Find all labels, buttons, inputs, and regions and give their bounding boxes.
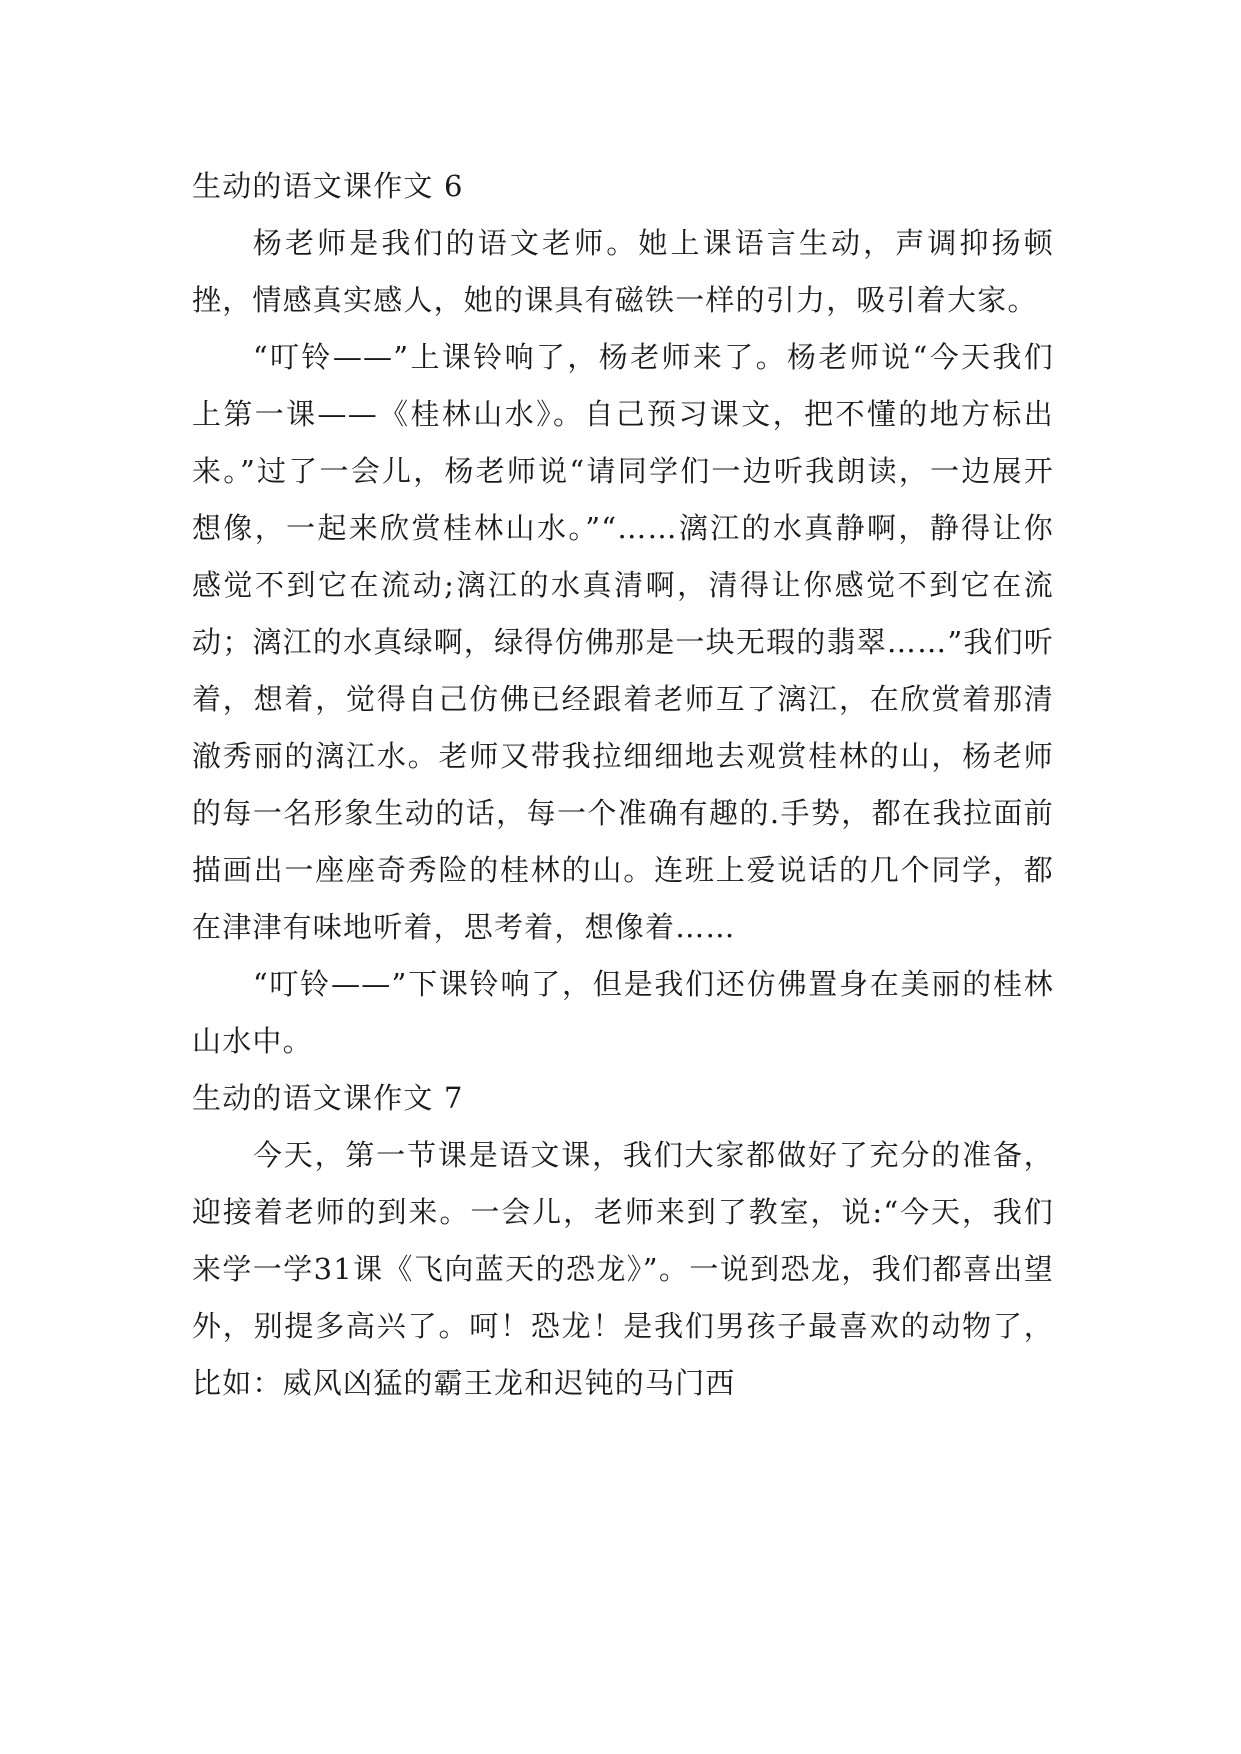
essay-section-7 xyxy=(192,1070,1054,1412)
document-page xyxy=(192,158,1054,1412)
section-title: 生动的语文课作文 7 xyxy=(192,1081,464,1115)
paragraph: “叮铃——”上课铃响了，杨老师来了。杨老师说“今天我们上第一课——《桂林山水》。自己预习课文，把不懂的地方标出来。”过了一会儿，杨老师说“请同学们一边听我朗读，一边展开想像，一起来欣赏桂林山水。”“……漓江的水真静啊，静得让你感觉不到它在流动;漓江的水真清啊，清得让你感觉不到它在流动；漓江的水真绿啊，绿得仿佛那是一块无瑕的翡翠……”我们听着，想着，觉得自己仿佛已经跟着老师互了漓江，在欣赏着那清澈秀丽的漓江水。老师又带我拉细细地去观赏桂林的山，杨老师的每一名形象生动的话，每一个准确有趣的.手势，都在我拉面前描画出一座座奇秀险的桂林的山。连班上爱说话的几个同学，都在津津有味地听着，思考着，想像着…… xyxy=(192,340,1054,944)
paragraph: “叮铃——”下课铃响了，但是我们还仿佛置身在美丽的桂林山水中。 xyxy=(192,967,1054,1058)
paragraph: 今天，第一节课是语文课，我们大家都做好了充分的准备，迎接着老师的到来。一会儿，老师来到了教室，说:“今天，我们来学一学31课《飞向蓝天的恐龙》”。一说到恐龙，我们都喜出望外，别提多高兴了。呵！恐龙！是我们男孩子最喜欢的动物了，比如：威风凶猛的霸王龙和迟钝的马门西 xyxy=(192,1138,1054,1400)
section-title: 生动的语文课作文 6 xyxy=(192,169,464,203)
essay-section-6 xyxy=(192,158,1054,1070)
paragraph: 杨老师是我们的语文老师。她上课语言生动，声调抑扬顿挫，情感真实感人，她的课具有磁铁一样的引力，吸引着大家。 xyxy=(192,226,1054,317)
